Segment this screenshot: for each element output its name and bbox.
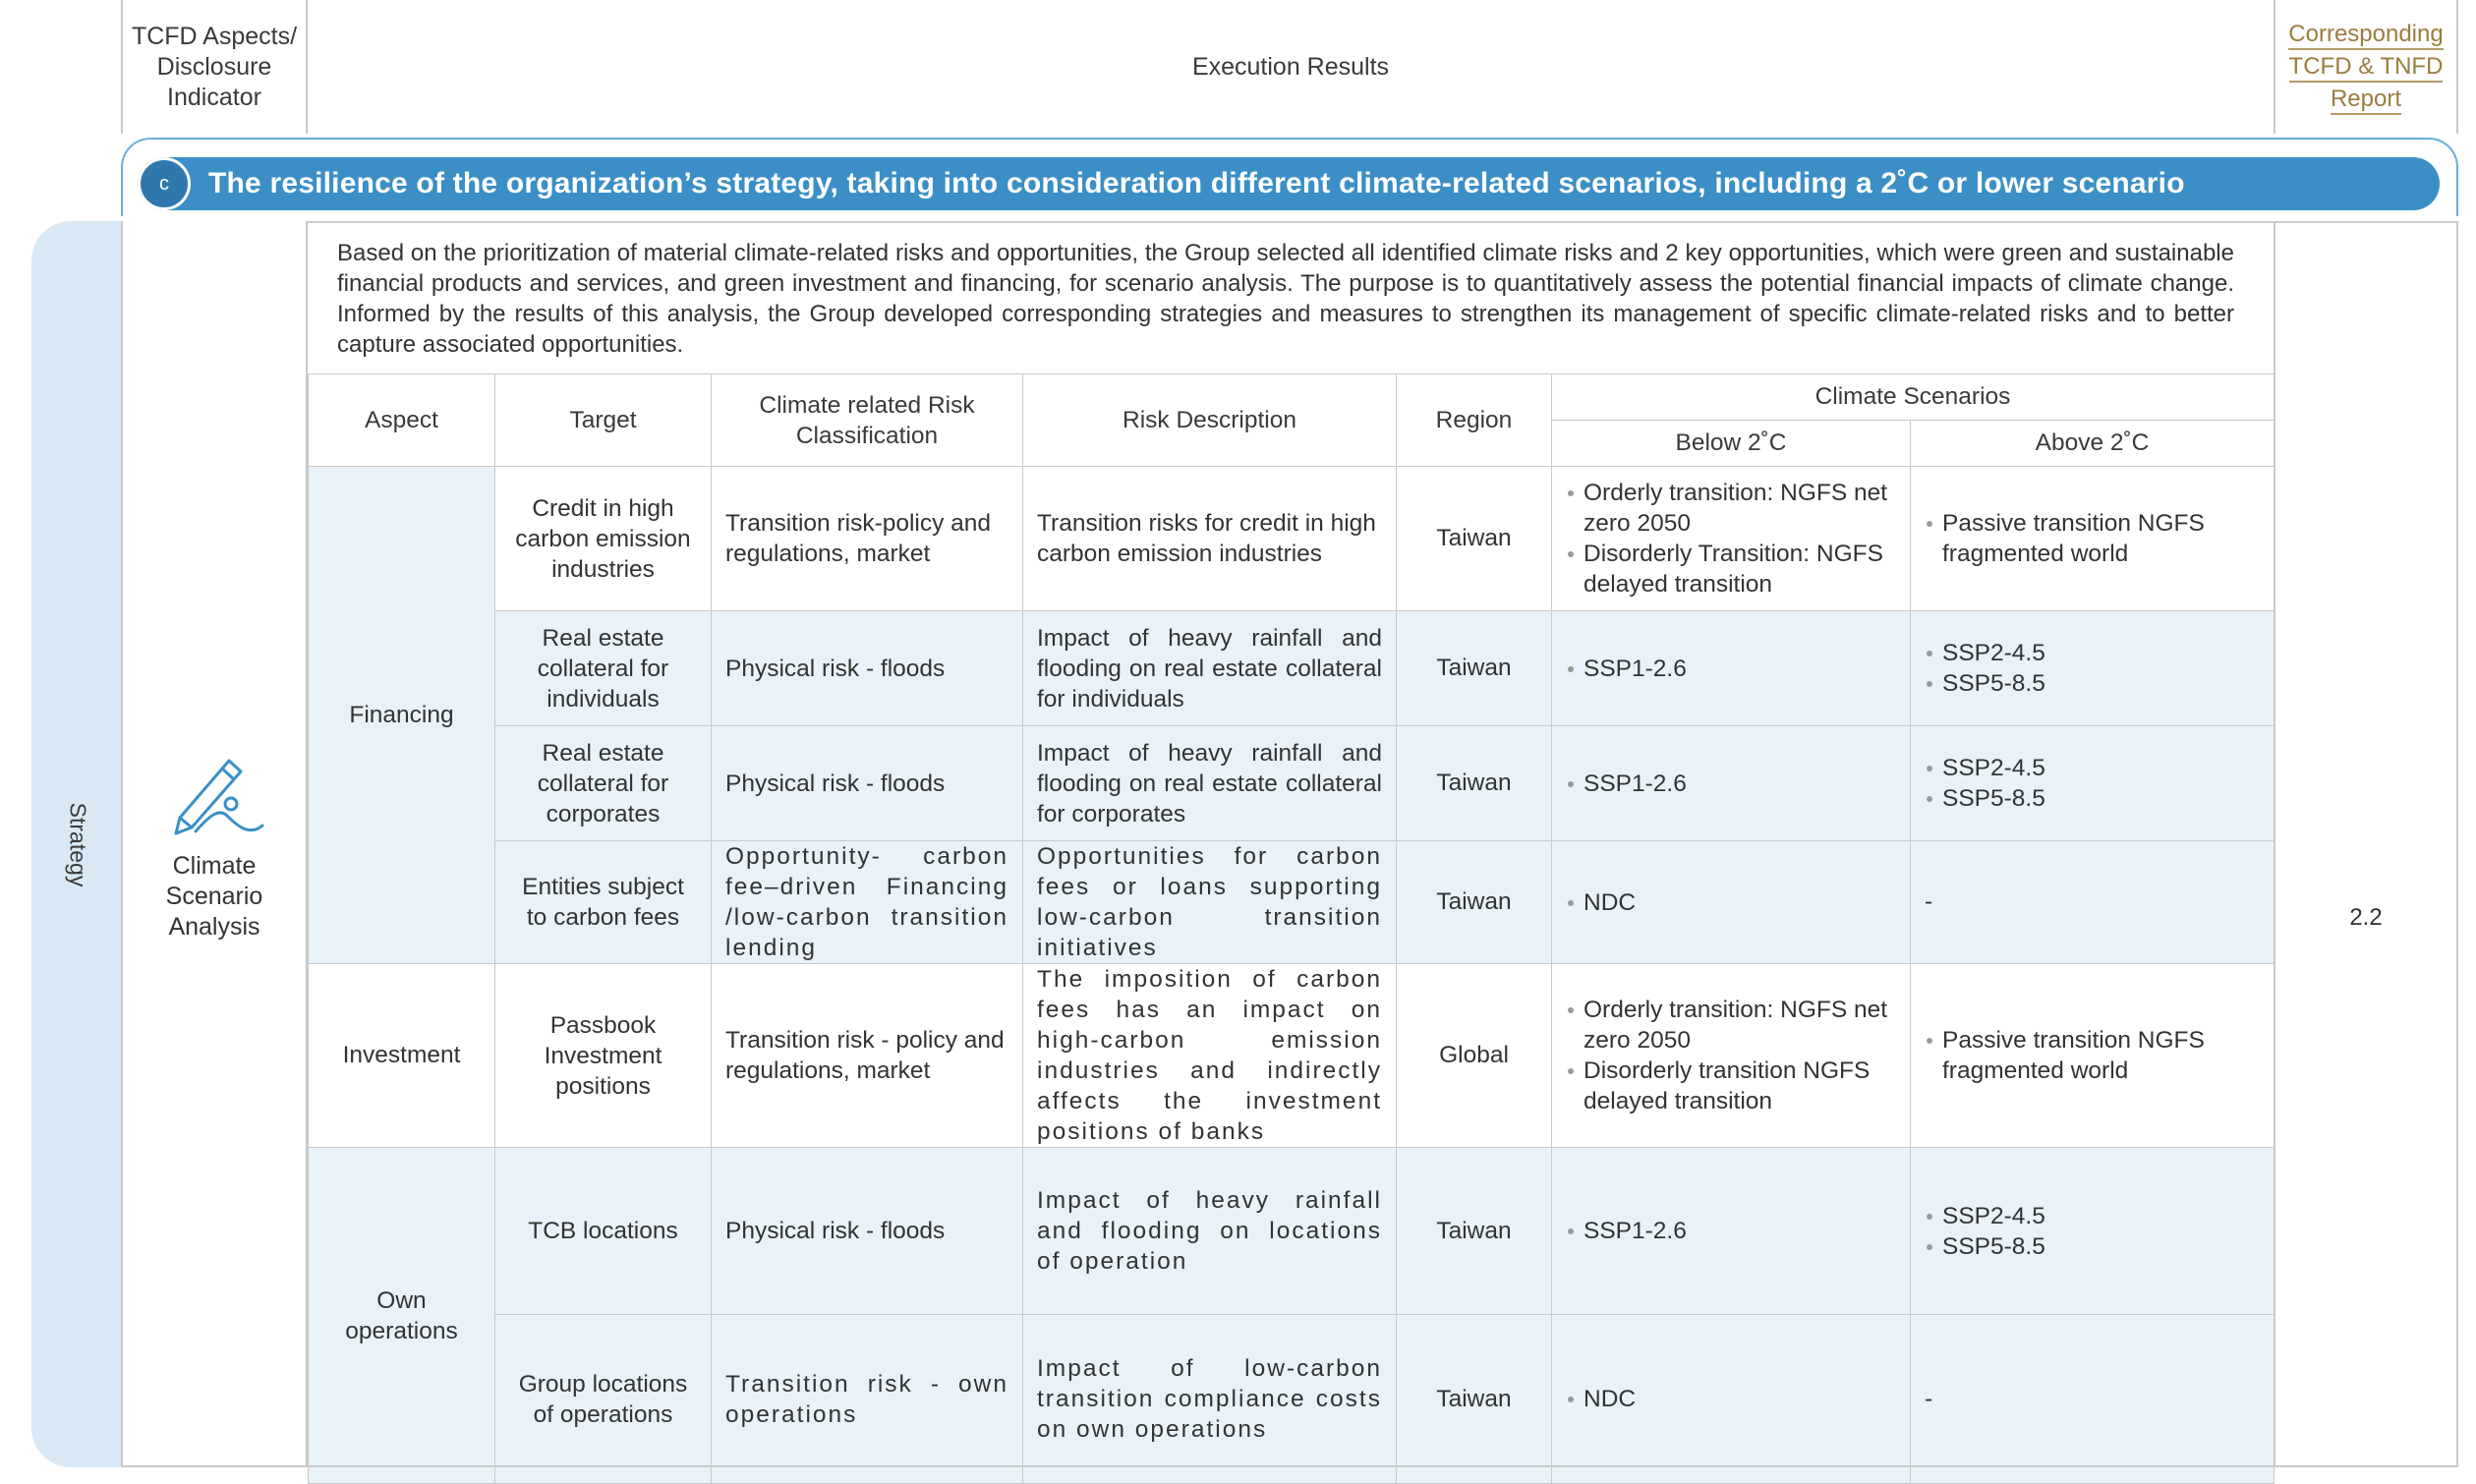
header-right-line1[interactable]: Corresponding — [2288, 20, 2443, 50]
header-description: Risk Description — [1023, 374, 1397, 467]
list-item: SSP2-4.5 — [1942, 638, 2260, 668]
classification-cell: Physical risk - floods — [712, 726, 1023, 841]
region-cell: Taiwan — [1397, 726, 1552, 841]
report-reference-column — [2274, 221, 2458, 1467]
description-cell: The imposition of carbon fees has an impact on high-carbon emission industries and indirectly affects the investment positions of banks — [1023, 964, 1397, 1148]
aspect-cell: Investment — [309, 964, 495, 1148]
table-row — [309, 726, 2274, 841]
list-item: Disorderly Transition: NGFS delayed transition — [1583, 539, 1896, 599]
description-cell: Impact of heavy rainfall and flooding on real estate collateral for corporates — [1023, 726, 1397, 841]
table-row — [309, 611, 2274, 726]
target-cell: Entities subject to carbon fees — [495, 841, 712, 964]
above-2c-cell — [1911, 1148, 2274, 1315]
list-item: NDC — [1583, 1384, 1896, 1414]
divider — [308, 221, 2458, 223]
list-item: SSP5-8.5 — [1942, 668, 2260, 699]
target-cell: Real estate collateral for corporates — [495, 726, 712, 841]
indicator-column — [121, 221, 308, 1467]
below-2c-cell — [1552, 1315, 1911, 1484]
header-execution-results: Execution Results — [1191, 52, 1390, 81]
description-cell: Impact of low-carbon transition compliance costs on own operations — [1023, 1315, 1397, 1484]
below-2c-cell — [1552, 964, 1911, 1148]
intro-paragraph: Based on the prioritization of material climate-related risks and opportunities, the Group selected all identified climate risks and 2 key opportunities, which were green and sustainable financial products and services, and green investment and financing, for scenario analysis. The purpose is to quantitatively assess the potential financial impacts of climate change. Informed by the results of this analysis, the Group developed corresponding strategies and measures to strengthen its management of specific climate-related risks and to better capture associated opportunities. — [337, 240, 2234, 358]
target-cell: Real estate collateral for individuals — [495, 611, 712, 726]
list-item: SSP5-8.5 — [1942, 783, 2260, 814]
list-item: Passive transition NGFS fragmented world — [1942, 508, 2260, 569]
region-cell: Taiwan — [1397, 611, 1552, 726]
below-2c-cell — [1552, 611, 1911, 726]
list-item: Orderly transition: NGFS net zero 2050 — [1583, 478, 1896, 539]
list-item: NDC — [1583, 887, 1896, 918]
table-row — [309, 1315, 2274, 1484]
scenario-table — [308, 373, 2274, 1484]
aspect-cell: Financing — [309, 467, 495, 964]
list-item: SSP5-8.5 — [1942, 1231, 2260, 1262]
table-row — [309, 1148, 2274, 1315]
region-cell: Taiwan — [1397, 467, 1552, 611]
header-col1-line3: Indicator — [167, 83, 261, 111]
aspect-cell: Own operations — [309, 1148, 495, 1484]
above-2c-cell — [1911, 964, 2274, 1148]
report-reference-value: 2.2 — [2349, 904, 2383, 931]
above-2c-cell — [1911, 467, 2274, 611]
list-item: SSP2-4.5 — [1942, 1201, 2260, 1231]
below-2c-cell — [1552, 467, 1911, 611]
table-row — [309, 467, 2274, 611]
classification-cell: Transition risk - own operations — [712, 1315, 1023, 1484]
region-cell: Taiwan — [1397, 1148, 1552, 1315]
above-2c-cell — [1911, 726, 2274, 841]
section-banner — [138, 157, 2440, 210]
list-item: Orderly transition: NGFS net zero 2050 — [1583, 995, 1896, 1056]
table-row — [309, 964, 2274, 1148]
list-item: Passive transition NGFS fragmented world — [1942, 1025, 2260, 1086]
header-right-line2[interactable]: TCFD & TNFD — [2289, 52, 2444, 83]
list-item: SSP1-2.6 — [1583, 654, 1896, 684]
header-above-2c: Above 2˚C — [1911, 421, 2274, 467]
above-2c-cell: - — [1911, 1315, 2274, 1484]
section-title: The resilience of the organization’s strategy, taking into consideration different climate-related scenarios, including a 2˚C or lower scenario — [208, 167, 2185, 200]
region-cell: Taiwan — [1397, 1315, 1552, 1484]
header-right-line3[interactable]: Report — [2331, 85, 2401, 115]
divider — [121, 1465, 2458, 1467]
indicator-label-line1: Climate — [172, 851, 257, 880]
table-row — [309, 841, 2274, 964]
header-indicator-column — [121, 0, 308, 134]
target-cell: TCB locations — [495, 1148, 712, 1315]
header-below-2c: Below 2˚C — [1552, 421, 1911, 467]
pencil-chart-icon — [160, 747, 268, 845]
list-item: Disorderly transition NGFS delayed transition — [1583, 1056, 1896, 1116]
description-cell: Impact of heavy rainfall and flooding on locations of operation — [1023, 1148, 1397, 1315]
below-2c-cell — [1552, 1148, 1911, 1315]
header-report-reference-link[interactable] — [2274, 0, 2458, 134]
description-cell: Impact of heavy rainfall and flooding on real estate collateral for individuals — [1023, 611, 1397, 726]
list-item: SSP2-4.5 — [1942, 753, 2260, 783]
side-tab-label: Strategy — [65, 802, 90, 886]
strategy-side-tab — [31, 221, 123, 1467]
below-2c-cell — [1552, 726, 1911, 841]
description-cell: Opportunities for carbon fees or loans supporting low-carbon transition initiatives — [1023, 841, 1397, 964]
target-cell: Credit in high carbon emission industries — [495, 467, 712, 611]
header-target: Target — [495, 374, 712, 467]
indicator-label-line3: Analysis — [168, 912, 260, 941]
section-badge: c — [138, 157, 191, 210]
classification-cell: Transition risk - policy and regulations, market — [712, 964, 1023, 1148]
list-item: SSP1-2.6 — [1583, 769, 1896, 799]
header-col1-line1: TCFD Aspects/ — [131, 22, 298, 50]
target-cell: Passbook Investment positions — [495, 964, 712, 1148]
classification-cell: Opportunity- carbon fee–driven Financing /low-carbon transition lending — [712, 841, 1023, 964]
classification-cell: Physical risk - floods — [712, 611, 1023, 726]
above-2c-cell: - — [1911, 841, 2274, 964]
header-classification: Climate related Risk Classification — [712, 374, 1023, 467]
above-2c-cell — [1911, 611, 2274, 726]
classification-cell: Transition risk-policy and regulations, market — [712, 467, 1023, 611]
below-2c-cell — [1552, 841, 1911, 964]
classification-cell: Physical risk - floods — [712, 1148, 1023, 1315]
header-col1-line2: Disclosure — [156, 52, 272, 81]
header-region: Region — [1397, 374, 1552, 467]
region-cell: Taiwan — [1397, 841, 1552, 964]
description-cell: Transition risks for credit in high carbon emission industries — [1023, 467, 1397, 611]
region-cell: Global — [1397, 964, 1552, 1148]
target-cell: Group locations of operations — [495, 1315, 712, 1484]
list-item: SSP1-2.6 — [1583, 1216, 1896, 1246]
header-climate-scenarios: Climate Scenarios — [1552, 374, 2274, 421]
indicator-label-line2: Scenario — [165, 882, 263, 910]
header-aspect: Aspect — [309, 374, 495, 467]
